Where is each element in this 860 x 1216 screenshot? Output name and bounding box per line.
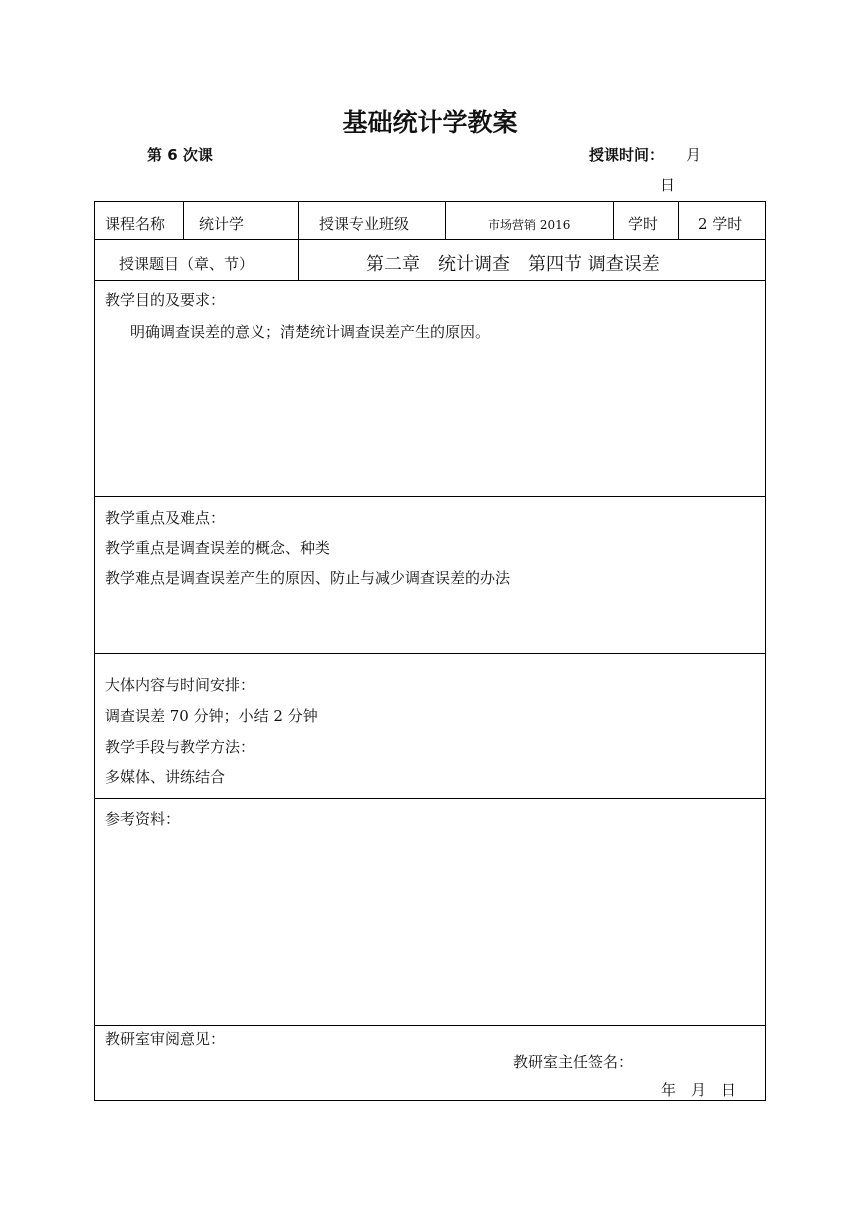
keypoints-label: 教学重点及难点： (105, 509, 226, 527)
objectives-text: 明确调查误差的意义；清楚统计调查误差产生的原因。 (130, 323, 491, 341)
review-date-line: 年 月 日 (661, 1081, 737, 1099)
class-value: 市场营销 2016 (488, 218, 571, 232)
course-name: 统计学 (199, 215, 245, 233)
difficulty-text: 教学难点是调查误差产生的原因、防止与减少调查误差的办法 (105, 569, 511, 587)
course-name-label: 课程名称 (105, 215, 166, 233)
content-label: 大体内容与时间安排： (105, 676, 256, 694)
topic-value: 第二章 统计调查 第四节 调查误差 (366, 254, 660, 275)
row-divider (95, 280, 765, 281)
review-label: 教研室审阅意见： (105, 1030, 226, 1048)
lecture-month: 月 (686, 146, 702, 164)
hours-value: 2 学时 (698, 215, 743, 233)
objectives-label: 教学目的及要求： (105, 291, 226, 309)
column-divider (613, 202, 614, 239)
row-divider (95, 653, 765, 654)
methods-text: 多媒体、讲练结合 (105, 768, 226, 786)
document-title: 基础统计学教案 (342, 108, 518, 137)
class-label: 授课专业班级 (319, 215, 410, 233)
column-divider (445, 202, 446, 239)
keypoint-text: 教学重点是调查误差的概念、种类 (105, 539, 331, 557)
row-divider (95, 1025, 765, 1026)
lecture-time-label: 授课时间： (589, 146, 665, 164)
topic-label: 授课题目（章、节） (119, 255, 255, 273)
row-divider (95, 239, 765, 240)
content-text: 调查误差 70 分钟；小结 2 分钟 (105, 707, 318, 725)
methods-label: 教学手段与教学方法： (105, 738, 256, 756)
hours-label: 学时 (628, 215, 659, 233)
row-divider (95, 798, 765, 799)
lesson-number: 第 6 次课 (147, 146, 213, 164)
lesson-plan-table (94, 201, 766, 1101)
lecture-day: 日 (660, 176, 676, 194)
row-divider (95, 496, 765, 497)
column-divider (298, 202, 299, 280)
references-label: 参考资料： (105, 810, 181, 828)
director-sign-label: 教研室主任签名： (513, 1053, 634, 1071)
column-divider (183, 202, 184, 239)
column-divider (678, 202, 679, 239)
